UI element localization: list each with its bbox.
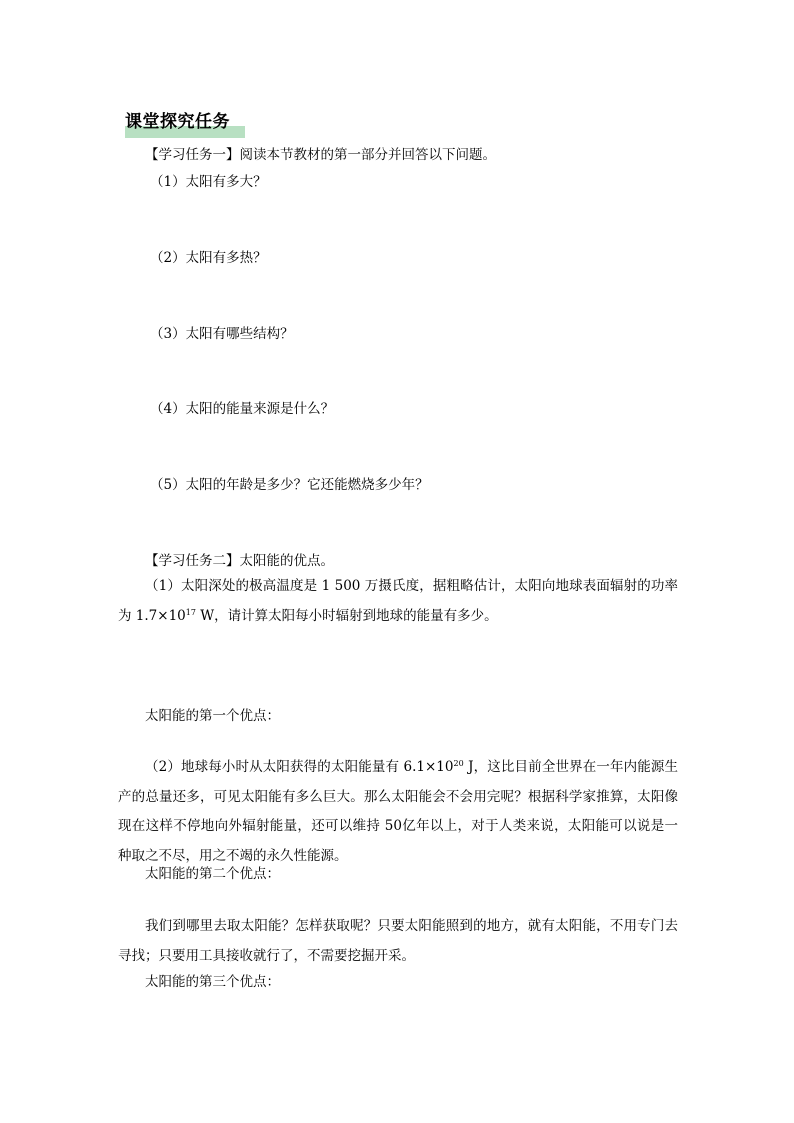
q1-text-before: （1）太阳深处的极高温度是 1 500 万摄氏度，据粗略估计，太阳向地球表面辐射的功率为 1.7×10 bbox=[118, 578, 678, 624]
task1-intro: 【学习任务一】阅读本节教材的第一部分并回答以下问题。 bbox=[145, 147, 496, 163]
task1-question: （4）太阳的能量来源是什么？ bbox=[150, 401, 335, 417]
paragraph-3: 我们到哪里去取太阳能？怎样获取呢？只要太阳能照到的地方，就有太阳能，不用专门去寻找；只要用工具接收就行了，不需要挖掘开采。 bbox=[118, 918, 678, 964]
advantage-3-label: 太阳能的第三个优点： bbox=[145, 974, 280, 990]
task1-question: （3）太阳有哪些结构？ bbox=[150, 326, 294, 342]
advantage-1-label: 太阳能的第一个优点： bbox=[145, 708, 280, 724]
task1-question: （5）太阳的年龄是多少？它还能燃烧多少年？ bbox=[150, 477, 429, 493]
q1-exponent: 17 bbox=[185, 607, 196, 617]
section-title: 课堂探究任务 bbox=[125, 112, 230, 132]
task2-question-2 bbox=[118, 753, 678, 871]
q2-text-before: （2）地球每小时从太阳获得的太阳能量有 6.1×10 bbox=[145, 759, 454, 775]
advantage-2-label: 太阳能的第二个优点： bbox=[145, 866, 280, 882]
task2-question-1 bbox=[118, 572, 678, 631]
section-heading bbox=[125, 108, 230, 136]
q2-exponent: 20 bbox=[453, 759, 464, 768]
q1-text-after: W，请计算太阳每小时辐射到地球的能量有多少。 bbox=[195, 607, 498, 624]
task1-question: （2）太阳有多热？ bbox=[150, 250, 267, 266]
q2-text-after: J，这比目前全世界在一年内能源生产的总量还多，可见太阳能有多么巨大。那么太阳能会不会用完呢？根据科学家推算，太阳像现在这样不停地向外辐射能量，还可以维持 50亿年以上，对于人类来说，太阳能可以说是一种取之不尽，用之不竭的永久性能源。 bbox=[118, 759, 679, 864]
task2-intro: 【学习任务二】太阳能的优点。 bbox=[145, 553, 334, 569]
task1-question: （1）太阳有多大？ bbox=[150, 174, 267, 190]
